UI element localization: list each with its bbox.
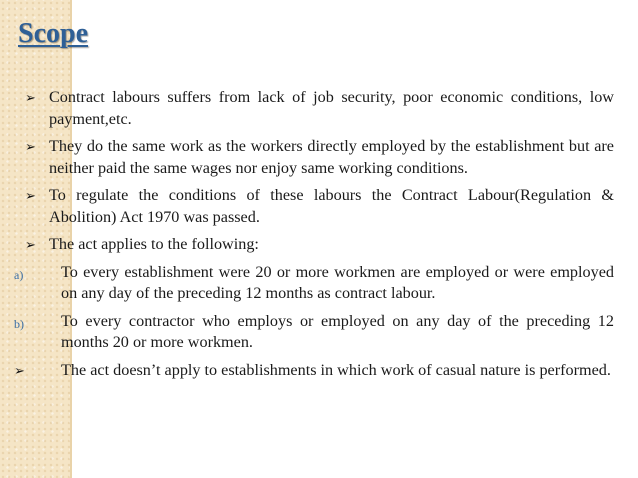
lettered-item-b	[14, 311, 614, 354]
lettered-item-a	[14, 262, 614, 305]
arrow-bullet-icon: ➢	[14, 362, 25, 378]
bullet-item	[14, 136, 614, 179]
arrow-bullet-icon: ➢	[25, 237, 36, 252]
bullet-text: To regulate the conditions of these labours the Contract Labour(Regulation & Abolition) Act 1970 was passed.	[49, 186, 614, 226]
lettered-item-text: To every establishment were 20 or more workmen are employed or were employed on any day of the preceding 12 months as contract labour.	[61, 262, 614, 302]
arrow-bullet-icon: ➢	[25, 188, 36, 203]
bullet-item	[14, 87, 614, 130]
slide-content	[14, 87, 614, 387]
bullet-item	[14, 360, 614, 382]
bullet-item	[14, 185, 614, 228]
letter-marker: b)	[14, 316, 24, 331]
arrow-bullet-icon: ➢	[25, 90, 36, 105]
bullet-item	[14, 234, 614, 256]
bullet-text: They do the same work as the workers directly employed by the establishment but are neither paid the same wages nor enjoy same working conditions.	[49, 137, 614, 177]
slide-title: Scope	[18, 18, 88, 49]
arrow-bullet-icon: ➢	[25, 139, 36, 154]
lettered-item-text: To every contractor who employs or employed on any day of the preceding 12 months 20 or more workmen.	[61, 311, 614, 351]
bullet-text: Contract labours suffers from lack of job security, poor economic conditions, low payment,etc.	[49, 88, 614, 128]
letter-marker: a)	[14, 267, 24, 282]
bullet-text: The act doesn’t apply to establishments in which work of casual nature is performed.	[61, 360, 611, 379]
bullet-text: The act applies to the following:	[49, 235, 259, 253]
